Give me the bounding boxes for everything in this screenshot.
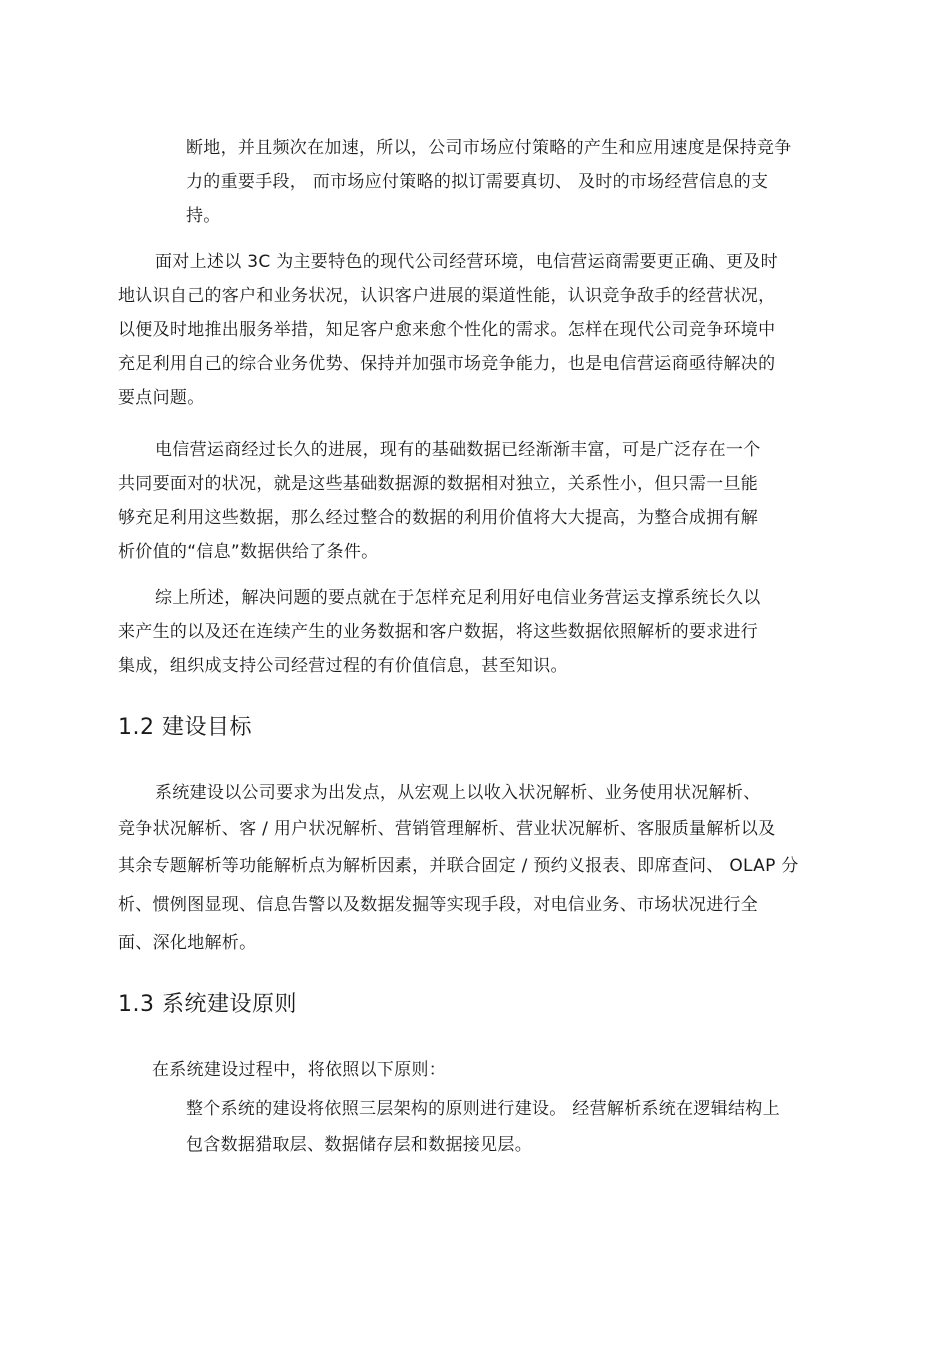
paragraph-line: 充足利用自己的综合业务优势、保持并加强市场竞争能力，也是电信营运商亟待解决的 [118, 354, 776, 374]
paragraph-line: 面、深化地解析。 [118, 933, 257, 953]
intro-line: 持。 [186, 206, 221, 226]
paragraph-line: 够充足利用这些数据，那么经过整合的数据的利用价值将大大提高，为整合成拥有解 [118, 508, 759, 528]
paragraph-line: 来产生的以及还在连续产生的业务数据和客户数据，将这些数据依照解析的要求进行 [118, 622, 759, 642]
paragraph-line: 析价值的“信息”数据供给了条件。 [118, 542, 379, 562]
paragraph-line: 地认识自己的客户和业务状况，认识客户进展的渠道性能，认识竞争敌手的经营状况， [118, 286, 776, 306]
principle-line: 整个系统的建设将依照三层架构的原则进行建设。 经营解析系统在逻辑结构上 [186, 1099, 780, 1119]
paragraph-line: 析、惯例图显现、信息告警以及数据发掘等实现手段，对电信业务、市场状况进行全 [118, 895, 759, 915]
paragraph-line: 集成，组织成支持公司经营过程的有价值信息，甚至知识。 [118, 656, 568, 676]
paragraph-line: 系统建设以公司要求为出发点，从宏观上以收入状况解析、业务使用状况解析、 [155, 783, 761, 803]
paragraph-line: 竞争状况解析、客 / 用户状况解析、营销管理解析、营业状况解析、客服质量解析以及 [118, 819, 776, 839]
paragraph-line: 综上所述，解决问题的要点就在于怎样充足利用好电信业务营运支撑系统长久以 [155, 588, 761, 608]
paragraph-line: 以便及时地推出服务举措，知足客户愈来愈个性化的需求。怎样在现代公司竞争环境中 [118, 320, 776, 340]
paragraph-line: 共同要面对的状况，就是这些基础数据源的数据相对独立，关系性小，但只需一旦能 [118, 474, 759, 494]
paragraph-line: 其余专题解析等功能解析点为解析因素，并联合固定 / 预约义报表、即席查问、 OLAP 分 [118, 856, 799, 876]
paragraph-line: 在系统建设过程中，将依照以下原则： [152, 1060, 447, 1080]
paragraph-line: 面对上述以 3C 为主要特色的现代公司经营环境，电信营运商需要更正确、更及时 [155, 252, 778, 272]
intro-line: 力的重要手段， 而市场应付策略的拟订需要真切、 及时的市场经营信息的支 [186, 172, 769, 192]
section-heading: 1.2 建设目标 [118, 715, 252, 740]
paragraph-line: 要点问题。 [118, 388, 205, 408]
principle-line: 包含数据猎取层、数据储存层和数据接见层。 [186, 1135, 532, 1155]
paragraph-line: 电信营运商经过长久的进展，现有的基础数据已经渐渐丰富，可是广泛存在一个 [155, 440, 761, 460]
intro-line: 断地，并且频次在加速，所以，公司市场应付策略的产生和应用速度是保持竞争 [186, 138, 792, 158]
section-heading: 1.3 系统建设原则 [118, 992, 297, 1017]
